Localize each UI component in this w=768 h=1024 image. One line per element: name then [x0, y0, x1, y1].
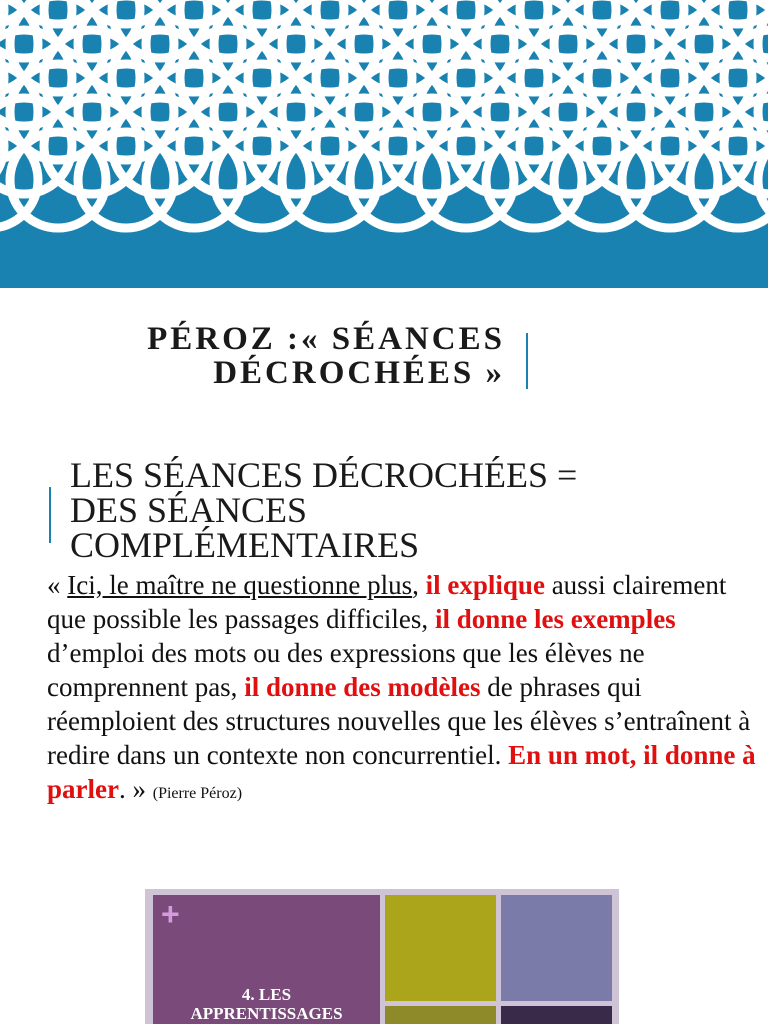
- decorative-banner: [0, 0, 768, 288]
- pattern-ring: [758, 132, 768, 228]
- title-accent-bar: [526, 333, 528, 389]
- slide-title-line-2: DÉCROCHÉES »: [213, 355, 505, 391]
- quote-paragraph: [47, 568, 762, 811]
- quote-open-mark: «: [47, 570, 68, 600]
- quote-citation: (Pierre Péroz): [152, 785, 243, 802]
- quote-text: d’emploi des mots ou des expressions que les élèves ne comprennent pas,: [47, 638, 645, 702]
- section-heading-line-3: COMPLÉMENTAIRES: [70, 525, 420, 565]
- interlocking-circles-pattern: [0, 0, 768, 288]
- thumbnail-title-line-1: 4. LES: [241, 985, 292, 1004]
- thumbnail-lavender-tile: [501, 895, 612, 1001]
- plus-icon: +: [161, 896, 180, 932]
- quote-emphasis: il donne des modèles: [244, 672, 481, 702]
- thumbnail-olive-tile-lower: [385, 1006, 496, 1024]
- quote-emphasis: il explique: [425, 570, 545, 600]
- quote-text: de phrases qui réemploient des structures nouvelles que les élèves s’entraînent à redire dans un contexte non concurrentiel.: [47, 672, 751, 770]
- pattern-ring: [0, 98, 4, 194]
- thumbnail-title: [153, 985, 380, 1023]
- thumbnail-olive-tile: [385, 895, 496, 1001]
- pattern-ring: [0, 30, 4, 126]
- section-heading-line-1: LES SÉANCES DÉCROCHÉES =: [70, 455, 578, 495]
- slide-title-line-1: PÉROZ :« SÉANCES: [147, 321, 505, 357]
- heading-accent-bar: [49, 487, 51, 543]
- thumbnail-dark-tile: [501, 1006, 612, 1024]
- section-heading: [70, 455, 760, 565]
- section-heading-line-2: DES SÉANCES: [70, 490, 308, 530]
- thumbnail-title-line-2: APPRENTISSAGES: [190, 1004, 343, 1023]
- quote-emphasis: En un mot, il donne à parler: [47, 740, 756, 804]
- quote-text: aussi clairement que possible les passages difficiles,: [47, 570, 727, 634]
- quote-close: . »: [118, 774, 153, 804]
- quote-emphasis: il donne les exemples: [434, 604, 676, 634]
- quote-underlined-text: Ici, le maître ne questionne plus: [67, 570, 413, 600]
- next-slide-thumbnail: [145, 889, 619, 1024]
- quote-text: ,: [412, 570, 426, 600]
- slide-title: [0, 322, 505, 390]
